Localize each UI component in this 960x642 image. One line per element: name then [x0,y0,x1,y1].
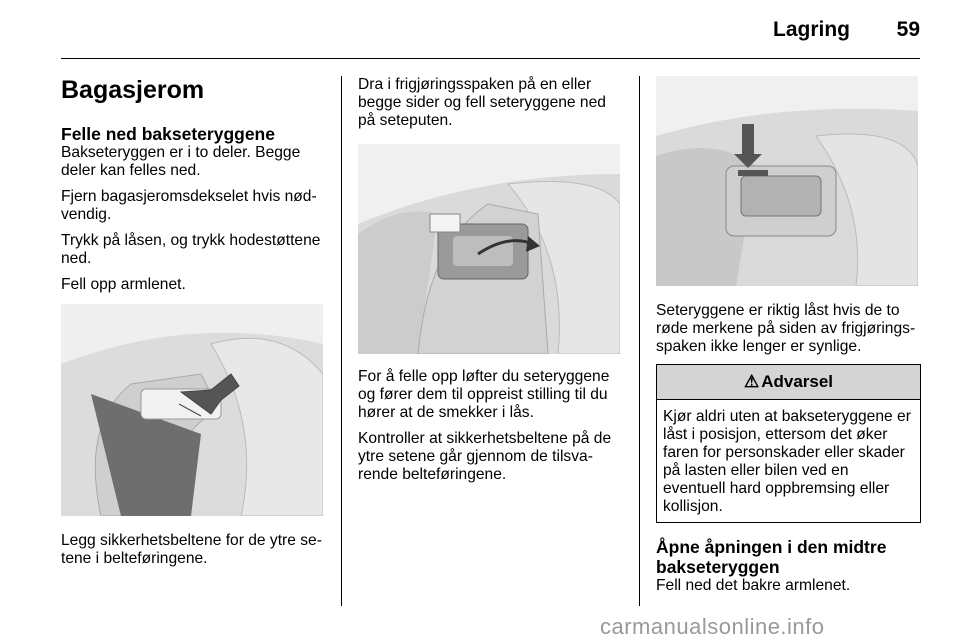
paragraph: Kontroller at sikkerhetsbeltene på de ytre setene går gjennom de tilsva-rende belteføringene. [358,430,612,483]
section-title: Bagasjerom [61,76,205,104]
paragraph: Fjern bagasjeromsdekselet hvis nød-vendig. [61,188,317,223]
watermark: carmanualsonline.info [600,614,825,639]
figure-release-lever [358,144,620,354]
column-divider-2 [639,76,640,606]
paragraph: Fell ned det bakre armlenet. [656,577,851,594]
column-2 [358,76,623,492]
running-header-title: Lagring [773,18,850,41]
paragraph: Trykk på låsen, og trykk hodestøttene ned. [61,232,321,267]
paragraph: Seteryggene er riktig låst hvis de to røde merkene på siden av frigjørings-spaken ikke lenger er synlige. [656,302,916,355]
page-number: 59 [896,18,920,41]
figure-lock-indicator [656,76,918,286]
column-divider-1 [341,76,342,606]
paragraph: For å felle opp løfter du seteryggene og fører dem til oppreist stilling til du hører at de smekker i lås. [358,368,610,421]
lock-indicator-illustration [656,76,918,286]
subsection-title: Felle ned bakseteryggene [61,124,275,144]
release-lever-illustration [358,144,620,354]
column-3 [656,76,921,603]
warning-box [656,364,921,523]
column-1 [61,76,326,576]
warning-triangle-icon: ⚠ [743,372,760,391]
paragraph: Bakseteryggen er i to deler. Begge deler kan felles ned. [61,144,301,179]
header-divider [61,58,920,59]
figure-caption: Legg sikkerhetsbeltene for de ytre se-tene i belteføringene. [61,532,322,567]
warning-text: Kjør aldri uten at bakseteryggene er låst i posisjon, ettersom det øker faren for personskader eller skader på lasten eller bilen ved en eventuell hard oppbremsing eller kollisjon. [663,408,911,515]
seatbelt-guide-illustration [61,304,323,516]
warning-title: Advarsel [761,372,834,391]
paragraph: Fell opp armlenet. [61,276,186,293]
figure-seatbelt-guide [61,304,323,516]
paragraph: Dra i frigjøringsspaken på en eller begge sider og fell seteryggene ned på seteputen. [358,76,606,129]
subsection-title: Åpne åpningen i den midtre bakseteryggen [656,537,887,577]
warning-header [657,365,920,400]
